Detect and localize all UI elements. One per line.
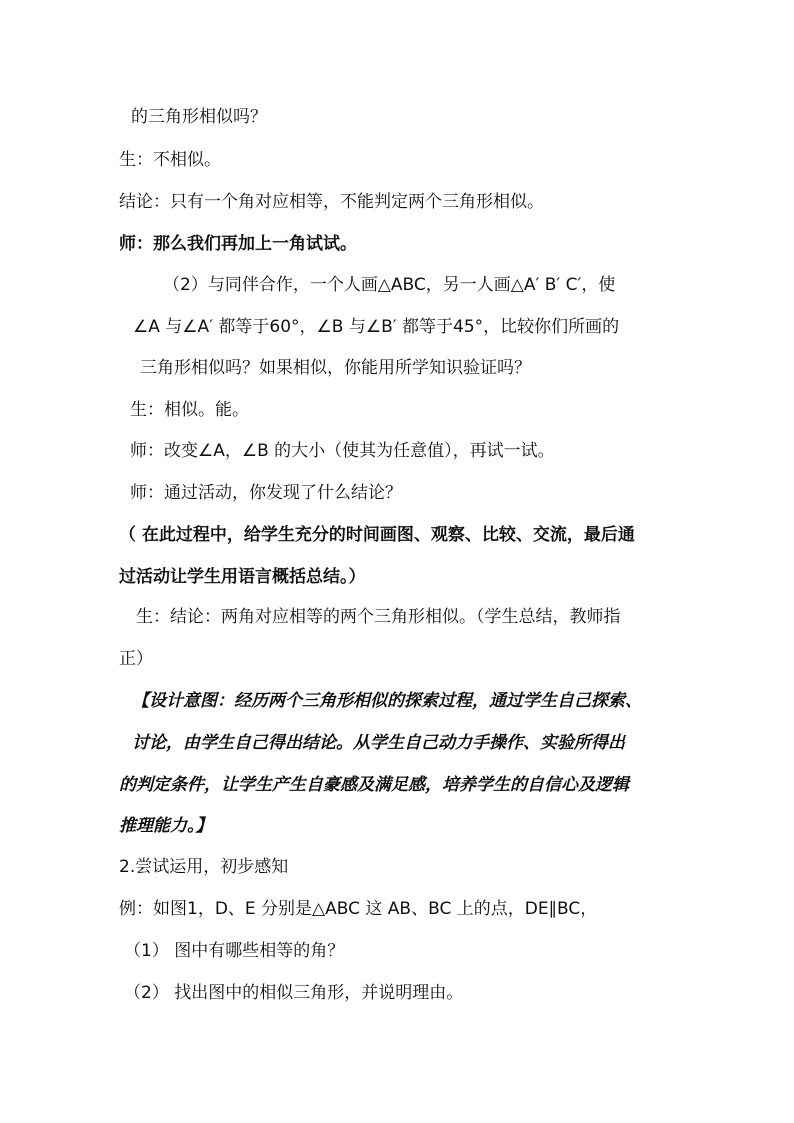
text-line-14: 正） (119, 649, 153, 669)
text-line-11: （ 在此过程中，给学生充分的时间画图、观察、比较、交流，最后通 (119, 525, 635, 545)
text-line-16: 讨论，由学生自己得出结论。从学生自己动力手操作、实验所得出 (132, 733, 625, 753)
text-line-3: 结论：只有一个角对应相等，不能判定两个三角形相似。 (119, 192, 544, 212)
text-line-18: 推理能力。】 (119, 816, 213, 836)
text-line-6: ∠A 与∠A′ 都等于60°，∠B 与∠B′ 都等于45°，比较你们所画的 (133, 317, 620, 337)
text-line-22: （2） 找出图中的相似三角形，并说明理由。 (124, 983, 464, 1003)
text-line-4: 师：那么我们再加上一角试试。 (119, 234, 357, 254)
text-line-1: 的三角形相似吗？ (131, 107, 267, 127)
text-line-20: 例：如图1，D、E 分别是△ABC 这 AB、BC 上的点，DE∥BC， (119, 899, 598, 919)
text-line-5: （2）与同伴合作，一个人画△ABC，另一人画△A′ B′ C′，使 (163, 275, 616, 295)
text-line-9: 师：改变∠A，∠B 的大小（使其为任意值），再试一试。 (130, 441, 555, 461)
text-line-7: 三角形相似吗？如果相似，你能用所学知识验证吗？ (140, 358, 531, 378)
text-line-12: 过活动让学生用语言概括总结。） (119, 567, 366, 587)
text-line-15: 【设计意图：经历两个三角形相似的探索过程，通过学生自己探索、 (132, 691, 642, 711)
text-line-8: 生：相似。能。 (130, 400, 249, 420)
text-line-2: 生：不相似。 (119, 150, 221, 170)
text-line-17: 的判定条件，让学生产生自豪感及满足感，培养学生的自信心及逻辑 (119, 775, 629, 795)
text-line-10: 师：通过活动，你发现了什么结论？ (130, 483, 402, 503)
text-line-21: （1） 图中有哪些相等的角？ (124, 941, 345, 961)
text-line-13: 生：结论：两角对应相等的两个三角形相似。（学生总结，教师指 (136, 607, 621, 627)
text-line-19: 2.尝试运用，初步感知 (119, 857, 289, 877)
